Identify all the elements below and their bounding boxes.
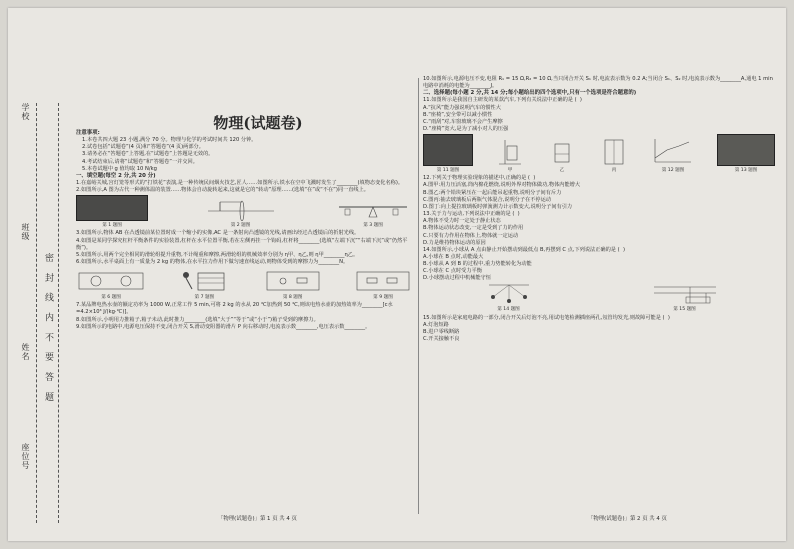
figure-caption: 第 9 题图	[373, 295, 393, 301]
figure-7	[176, 269, 232, 301]
notes-heading: 注意事项:	[76, 130, 100, 136]
figure-caption: 第 14 题图	[497, 307, 520, 313]
option: A.小球在 B 点时,动能最大	[423, 253, 484, 260]
option: B.物体运动状态改变,一定是受到了力的作用	[423, 225, 524, 232]
pendulum-diagram	[479, 283, 539, 305]
option: D.图丁:向上提拉玻璃板时弹簧测力计示数变大,说明分子间有引力	[423, 203, 573, 210]
option: B.进户零线断路	[423, 328, 460, 335]
car-photo	[423, 134, 473, 166]
figure-caption: 丙	[611, 168, 617, 174]
column-divider	[418, 78, 419, 514]
question-7: 7.某品牌电热水壶的额定功率为 1000 W,正常工作 5 min,可将 2 kg 的水从 20 ℃加热到 50 ℃,则该电热水壶的加热效率为________[c水=4.2×10³ J/(kg·℃)]。	[76, 302, 393, 316]
question-11: 11.如图所示是我国自主研发的某款汽车,下列有关说法中正确的是 ( )	[423, 97, 582, 104]
footer-page-1: 「物理(试题卷)」第 1 页 共 4 页	[218, 516, 297, 522]
question-1: 1.在嘉峪关城,宫灯笼等形式的“打铁花”表演,是一种传统民间烟火技艺,匠人……如图所示,铁水在空中飞溅时发生了________(填物态变化名称)。	[76, 180, 404, 187]
figure-3	[333, 197, 413, 229]
figure-12a	[495, 136, 525, 174]
figure-12-graph	[651, 136, 695, 174]
figure-caption: 第 12 题图	[661, 168, 685, 174]
figure-caption: 第 7 题图	[194, 295, 215, 301]
option: A.物体不受力时一定处于静止状态	[423, 218, 501, 225]
question-8: 8.如图所示,小明用力推箱子,箱子未动,此时推力________(选填“大于”“等于”或“小于”)箱子受到的摩擦力。	[76, 316, 319, 323]
seal-line	[36, 103, 37, 523]
no-answer-warning: 密 封 线 内 不 要 答 题	[43, 253, 53, 406]
option: C.图丙:抽去玻璃板后两瓶气体混合,说明分子在不停运动	[423, 196, 551, 203]
figure-1	[76, 195, 148, 229]
figure-row-3	[423, 134, 775, 174]
figure-caption: 第 13 题图	[734, 168, 758, 174]
section-fill-blank: 一、填空题(每空 2 分,共 20 分)	[76, 172, 156, 179]
option: C.“雨刮”对,车窗玻璃不会产生摩擦	[423, 118, 503, 125]
figure-12c	[599, 136, 629, 174]
option: D.小球摆动过程中机械能守恒	[423, 275, 491, 282]
question-14: 14.如图所示,小球从 A 点由静止开始摆动到最低点 B,再摆到 C 点,下列说法正确的是 ( )	[423, 246, 625, 253]
left-column	[76, 130, 413, 331]
binding-margin	[18, 103, 76, 523]
question-9: 9.如图所示的电路中,电源电压保持不变,闭合开关 S,滑动变阻器的滑片 P 向右移动时,电流表示数________,电压表示数________。	[76, 323, 371, 330]
exam-sheet	[8, 8, 786, 541]
footer-page-2: 「物理(试题卷)」第 2 页 共 4 页	[588, 516, 667, 522]
note-item: 1.本卷共四大题 23 小题,满分 70 分。物理与化学的考试时间共 120 分钟。	[82, 137, 257, 144]
figure-caption: 第 1 题图	[102, 223, 122, 229]
note-item: 3.请务必在“答题卷”上答题,在“试题卷”上答题是无效的。	[82, 151, 214, 158]
iron-flower-photo	[76, 195, 148, 221]
question-10: 10.如图所示,电源电压不变,电阻 R₁ = 15 Ω,R₂ = 10 Ω,当只闭合开关 S₁ 时,电流表示数为 0.2 A;当闭合 S₁、S₂ 时,电流表示数为________A,通电 1 min 电路中消耗的电能为________J。	[423, 76, 775, 90]
option: B.“座椅”,安全带可以减小惯性	[423, 111, 493, 118]
option: A.“抗风”能力强说明汽车的惯性大	[423, 104, 501, 111]
apparatus-a	[495, 136, 525, 166]
push-box-diagram	[176, 269, 232, 293]
figure-6	[76, 269, 146, 301]
option: B.小球从 A 到 B 的过程中,重力势能转化为动能	[423, 261, 532, 268]
question-2: 2.如图所示,A 图为古代一种测体温的装置……物体会自动旋转起来,这就是它的“转动”原理……(选填“在”或“不在”)同一直线上。	[76, 187, 369, 194]
apparatus-b	[547, 136, 577, 166]
seat-label: 座位号	[21, 443, 30, 470]
figure-row-2	[76, 267, 413, 301]
figure-15	[650, 283, 720, 313]
question-5: 5.如图所示,用两个完全相同的滑轮组提升重物,不计绳重和摩擦,两滑轮组的机械效率分别为 η甲、η乙,则 η甲________η乙。	[76, 251, 359, 258]
question-13: 13.关于力与运动,下列说法中正确的是 ( )	[423, 211, 520, 218]
figure-caption: 第 8 题图	[282, 295, 303, 301]
figure-caption: 第 15 题图	[673, 307, 696, 313]
figure-9	[353, 269, 413, 301]
note-item: 4.考试结束后,请将“试题卷”和“答题卷”一并交回。	[82, 158, 198, 165]
figure-caption: 第 3 题图	[363, 223, 383, 229]
pulley-diagram	[76, 269, 146, 293]
circuit-diagram-8	[263, 269, 323, 293]
question-6: 6.如图所示,水平桌面上有一质量为 2 kg 的物体,在水平拉力作用下做匀速直线运动,则物体受到的摩擦力为________N。	[76, 259, 349, 266]
option: C.小球在 C 点时受力平衡	[423, 268, 482, 275]
figure-caption: 甲	[507, 168, 513, 174]
class-label: 班级	[21, 223, 30, 241]
figure-caption: 乙	[559, 168, 565, 174]
lens-diagram	[206, 197, 276, 221]
section-choice: 二、选择题(每小题 2 分,共 14 分;每小题给出的四个选项中,只有一个选项是符合题意的)	[423, 90, 637, 97]
bird-photo	[717, 134, 775, 166]
figure-8	[263, 269, 323, 301]
school-label: 学校	[21, 103, 30, 121]
option: C.只要有力作用在物体上,物体就一定运动	[423, 232, 519, 239]
right-column	[423, 76, 775, 343]
question-15: 15.如图所示是家庭电路的一部分,闭合开关后灯泡不亮,用试电笔检测插座两孔,氖管均发光,则故障可能是 ( )	[423, 314, 670, 321]
figure-row-4	[423, 284, 775, 314]
question-4: 4.如图是某同学探究杠杆平衡条件的实验装置,杠杆在水平位置平衡,若在左侧再挂一个钩码,杠杆将________(选填“左端下沉”“右端下沉”或“仍然平衡”)。	[76, 237, 408, 251]
apparatus-c	[599, 136, 629, 166]
figure-caption: 第 11 题图	[436, 168, 460, 174]
circuit-diagram-9	[353, 269, 413, 293]
figure-11	[423, 134, 473, 174]
figure-caption: 第 6 题图	[101, 295, 121, 301]
figure-2	[206, 197, 276, 229]
lever-diagram	[333, 197, 413, 221]
note-item: 2.试卷包括“试题卷”(4 页)和“答题卷”(4 页)两部分。	[82, 144, 204, 151]
name-label: 姓名	[21, 343, 30, 361]
graph-12	[651, 136, 695, 166]
note-item: 5.本卷试题中 g 值均取 10 N/kg	[82, 165, 157, 172]
option: A.灯泡短路	[423, 321, 449, 328]
page-title: 物理(试题卷)	[213, 114, 303, 132]
figure-row-1	[76, 195, 413, 229]
seal-line-inner	[58, 103, 59, 523]
figure-14	[479, 283, 539, 313]
option: C.开关接触不良	[423, 336, 460, 343]
figure-12b	[547, 136, 577, 174]
option: A.图甲:用力压活塞,筒内棉花燃烧,说明外界对物体做功,物体内能增大	[423, 182, 581, 189]
figure-caption: 第 2 题图	[230, 223, 251, 229]
figure-13	[717, 134, 775, 174]
option: D.“座椅”宽大,是为了减小对人的压强	[423, 126, 509, 133]
question-3: 3.如图所示,物体 AB 在凸透镜前某位置时成一个缩小的实像,AC 是一条射向凸透镜的光线,请画出经过凸透镜后的折射光线。	[76, 230, 360, 237]
question-12: 12.下列关于物理实验现象的描述中,正确的是 ( )	[423, 175, 536, 182]
option: B.图乙:两个铅块紧压在一起后能吊起重物,说明分子间有斥力	[423, 189, 562, 196]
option: D.力是维持物体运动的原因	[423, 239, 486, 246]
household-circuit	[650, 283, 720, 305]
